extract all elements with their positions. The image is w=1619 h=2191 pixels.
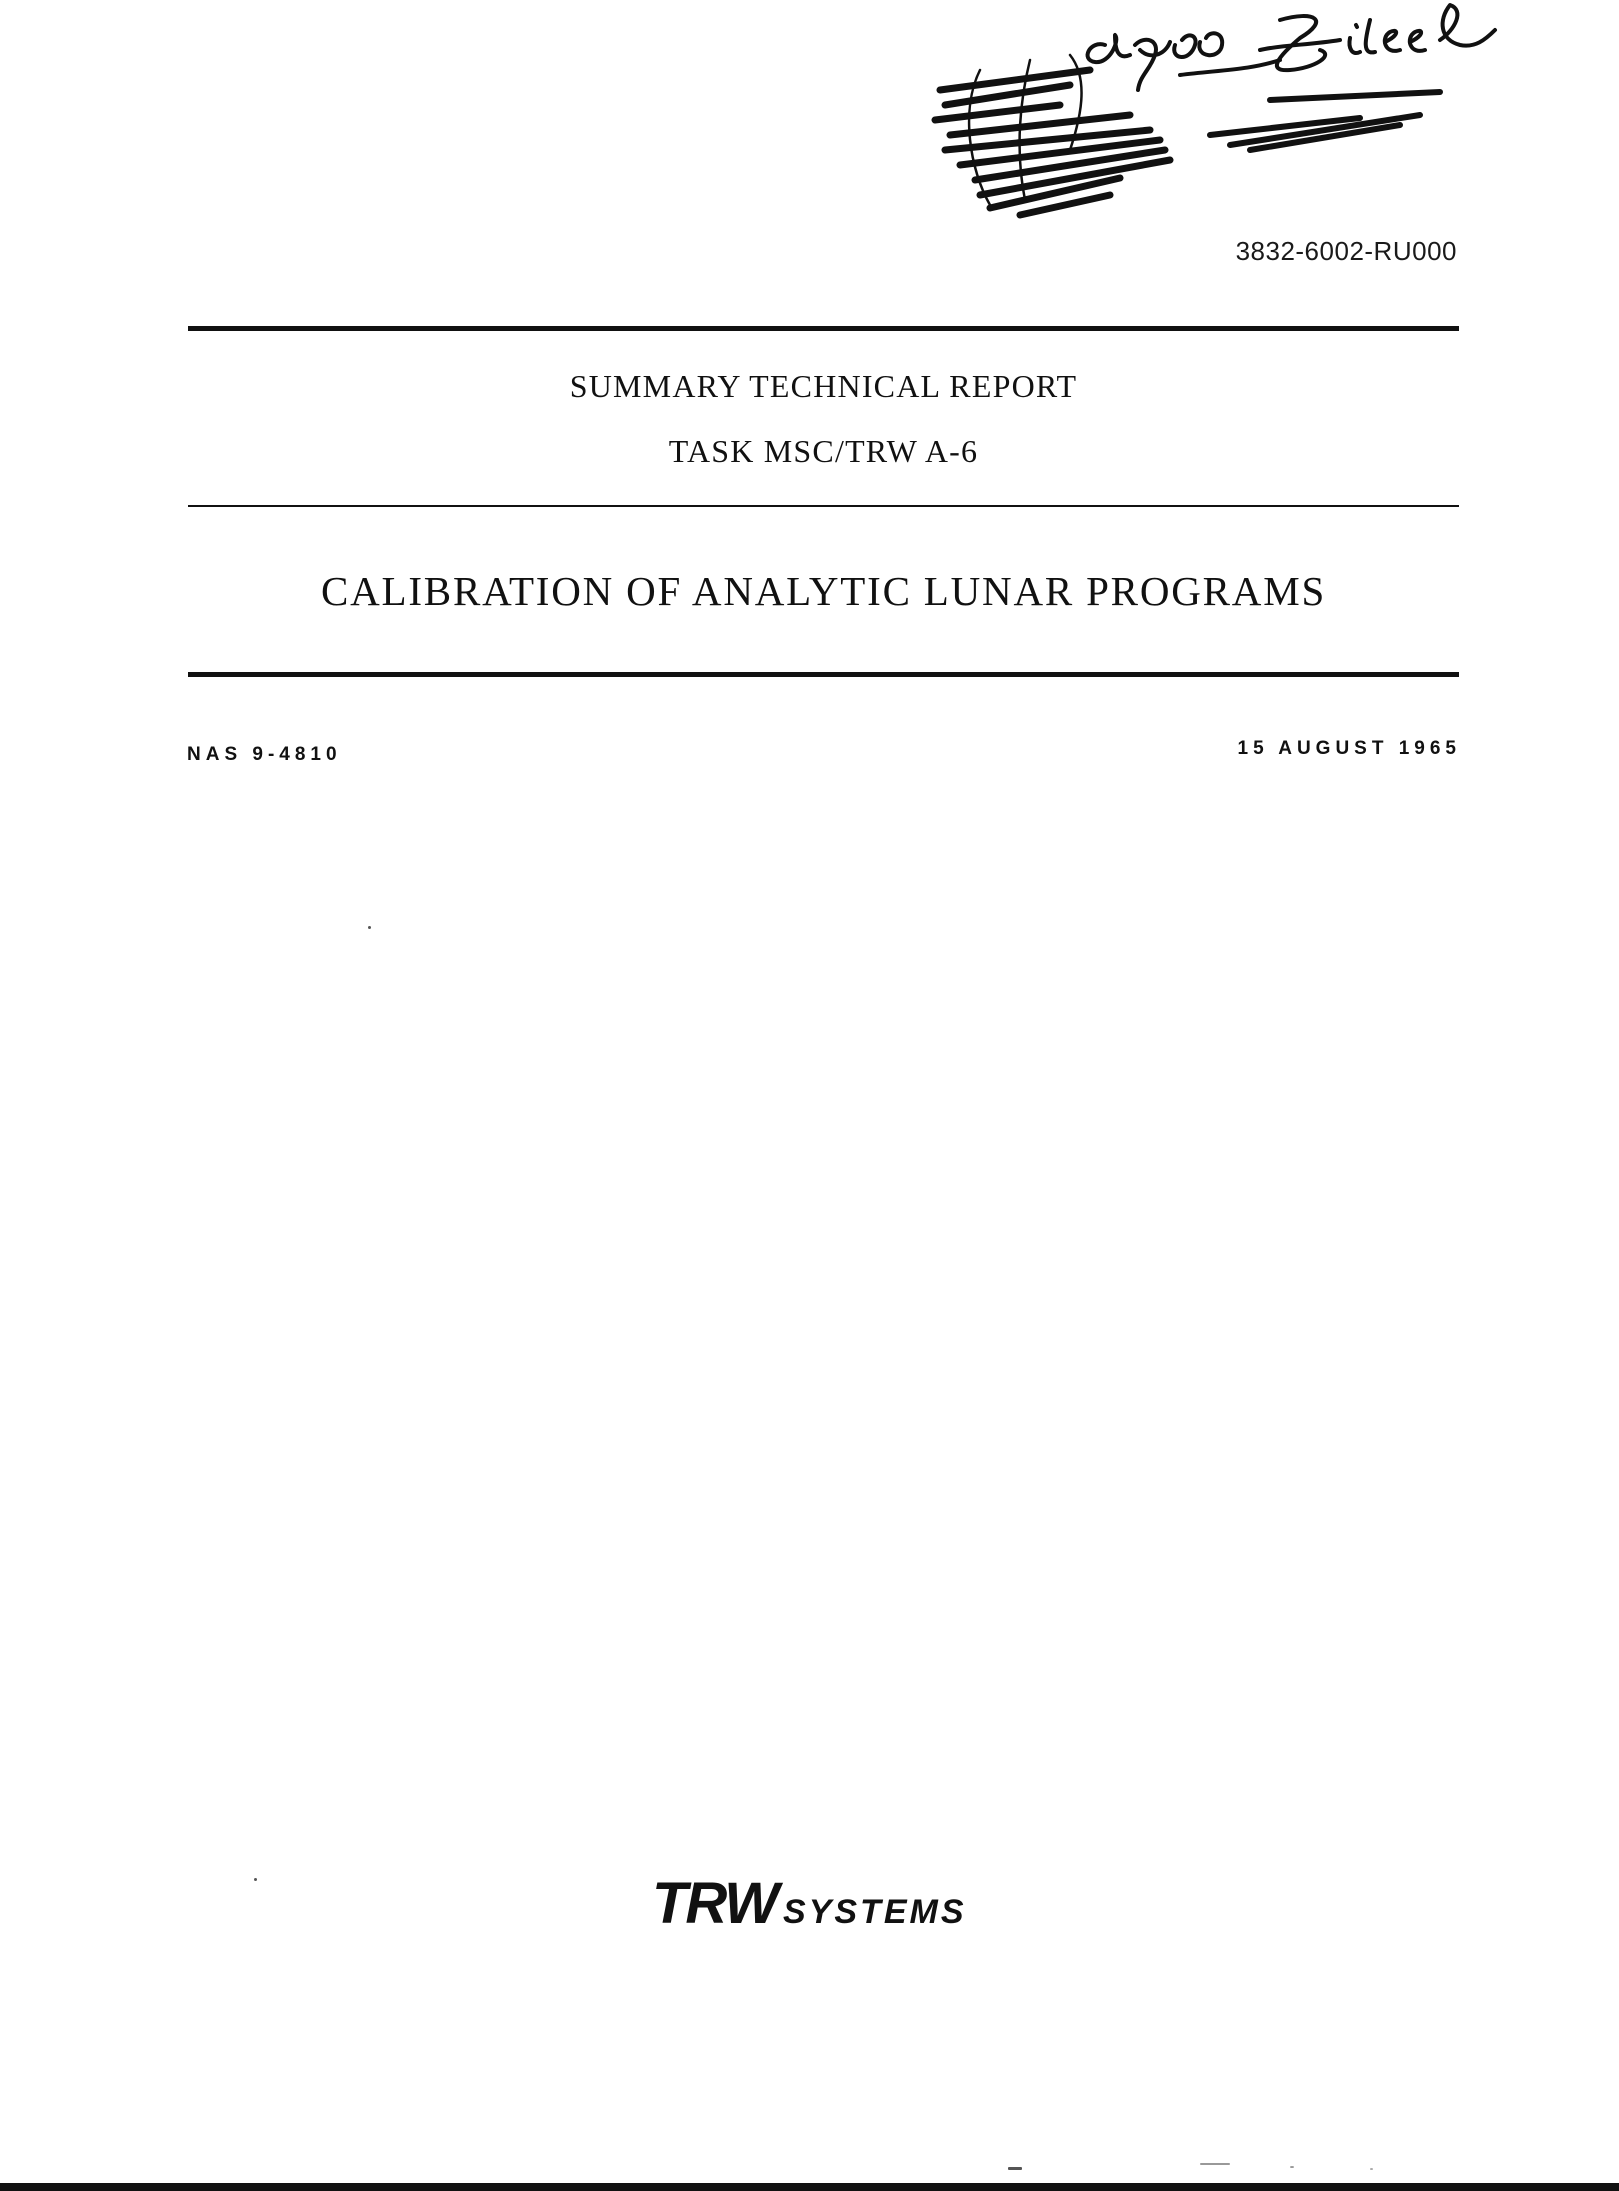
middle-divider (188, 505, 1459, 507)
contract-number: NAS 9-4810 (187, 744, 342, 765)
scan-speck (1200, 2163, 1230, 2165)
scan-speck (254, 1878, 257, 1881)
report-date: 15 AUGUST 1965 (1237, 738, 1461, 759)
scan-bottom-edge (0, 2183, 1619, 2191)
handwritten-annotation (920, 0, 1560, 230)
scan-speck (1008, 2167, 1022, 2170)
scan-speck (1290, 2166, 1294, 2168)
handwritten-text (1088, 5, 1495, 90)
task-heading: TASK MSC/TRW A-6 (668, 433, 979, 469)
report-title: CALIBRATION OF ANALYTIC LUNAR PROGRAMS (320, 568, 1327, 614)
logo-systems-text: SYSTEMS (783, 1893, 967, 1931)
scan-speck (368, 926, 371, 929)
scan-speck (1370, 2168, 1373, 2170)
logo-trw-text: TRW (652, 1871, 778, 1936)
top-divider (188, 326, 1459, 331)
report-type-heading: SUMMARY TECHNICAL REPORT (569, 368, 1078, 404)
bottom-divider (188, 672, 1459, 677)
trw-systems-logo (652, 1870, 967, 1937)
document-number: 3832-6002-RU000 (1235, 236, 1457, 266)
